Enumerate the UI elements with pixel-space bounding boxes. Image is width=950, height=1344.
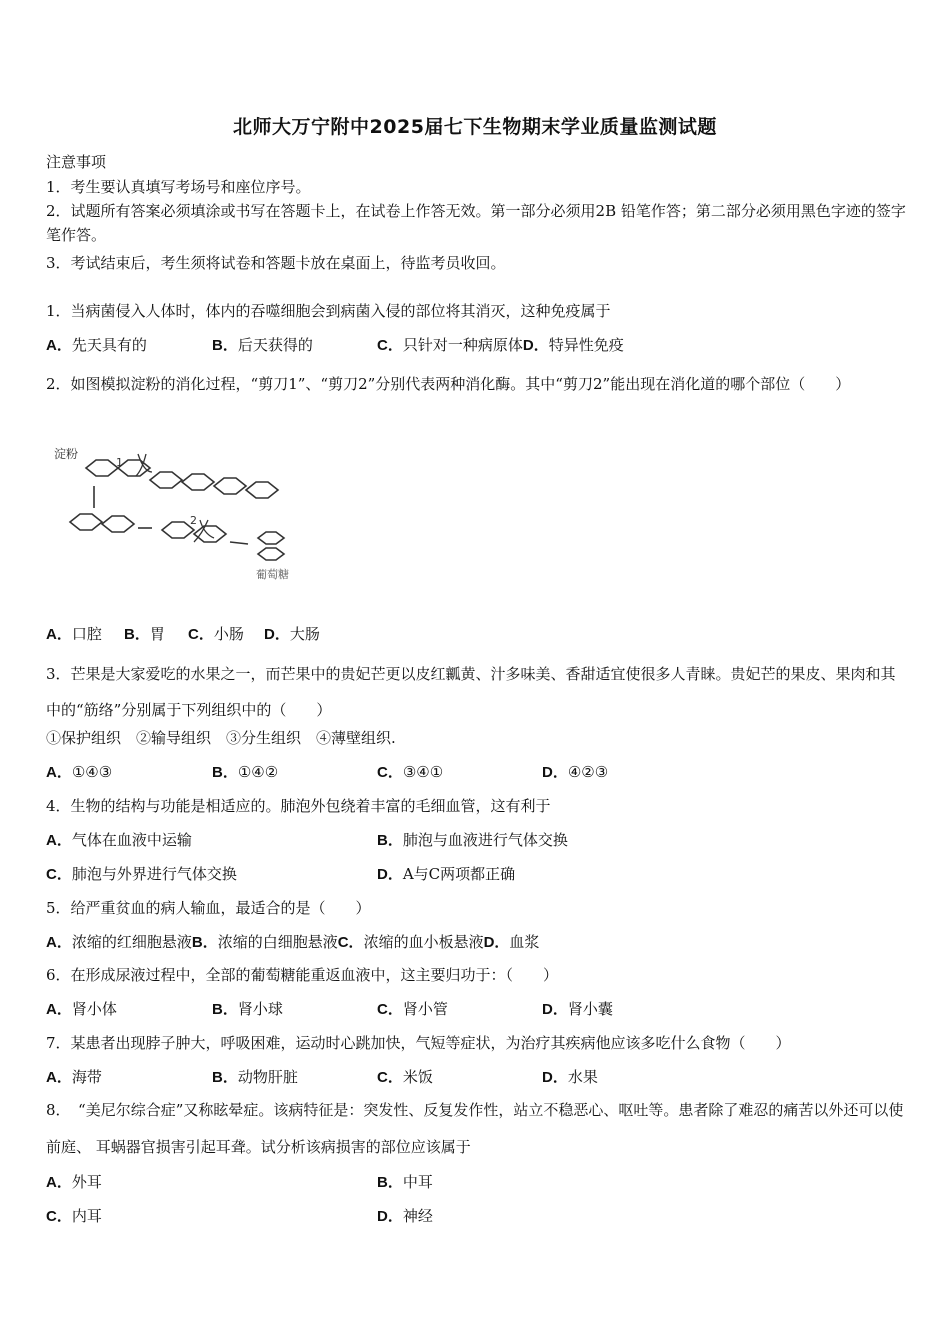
option: A．海带 bbox=[46, 1068, 102, 1086]
option: D．A与C两项都正确 bbox=[377, 865, 516, 883]
question-stem: 6．在形成尿液过程中，全部的葡萄糖能重返血液中，这主要归功于：（ ） bbox=[46, 966, 559, 984]
notes-heading: 注意事项 bbox=[46, 153, 107, 171]
option: B．肺泡与血液进行气体交换 bbox=[377, 831, 568, 849]
option: B．胃 bbox=[124, 625, 165, 643]
question-stem: 2．如图模拟淀粉的消化过程，“剪刀1”、“剪刀2”分别代表两种消化酶。其中“剪刀2”能出现在消化道的哪个部位（ ） bbox=[46, 375, 851, 393]
option: C．③④① bbox=[377, 763, 444, 781]
label-starch: 淀粉 bbox=[54, 447, 79, 461]
question-stem: 3．芒果是大家爱吃的水果之一，而芒果中的贵妃芒更以皮红瓤黄、汁多味美、香甜适宜使很多人青睐。贵妃芒的果皮、果肉和其中的“筋络”分别属于下列组织中的（ ） bbox=[46, 665, 896, 719]
option: D．肾小囊 bbox=[542, 1000, 613, 1018]
option: B．肾小球 bbox=[212, 1000, 283, 1018]
option: A．浓缩的红细胞悬液B．浓缩的白细胞悬液C．浓缩的血小板悬液D．血浆 bbox=[46, 933, 540, 951]
option: C．内耳 bbox=[46, 1207, 102, 1225]
option: C．小肠 bbox=[188, 625, 244, 643]
option: A．外耳 bbox=[46, 1173, 102, 1191]
option: A．先天具有的 bbox=[46, 336, 147, 354]
page-title: 北师大万宁附中2025届七下生物期末学业质量监测试题 bbox=[233, 116, 717, 138]
option: C．肾小管 bbox=[377, 1000, 448, 1018]
note-item: 3．考试结束后，考生须将试卷和答题卡放在桌面上，待监考员收回。 bbox=[46, 254, 506, 272]
note-item: 1．考生要认真填写考场号和座位序号。 bbox=[46, 178, 311, 196]
option: B．后天获得的 bbox=[212, 336, 313, 354]
option: B．中耳 bbox=[377, 1173, 433, 1191]
option: C．只针对一种病原体D．特异性免疫 bbox=[377, 336, 624, 354]
question-extra: ①保护组织 ②输导组织 ③分生组织 ④薄壁组织. bbox=[46, 729, 396, 747]
question-stem: 4．生物的结构与功能是相适应的。肺泡外包绕着丰富的毛细血管，这有利于 bbox=[46, 797, 551, 815]
option: D．水果 bbox=[542, 1068, 598, 1086]
option: B．①④② bbox=[212, 763, 279, 781]
option: A．①④③ bbox=[46, 763, 113, 781]
scissor-1-label: 1 bbox=[116, 456, 123, 469]
starch-digestion-figure bbox=[52, 438, 312, 588]
option: A．气体在血液中运输 bbox=[46, 831, 192, 849]
note-item: 2．试题所有答案必须填涂或书写在答题卡上，在试卷上作答无效。第一部分必须用2B 铅笔作答；第二部分必须用黑色字迹的签字笔作答。 bbox=[46, 202, 906, 244]
question-stem: 7．某患者出现脖子肿大，呼吸困难，运动时心跳加快，气短等症状，为治疗其疾病他应该多吃什么食物（ ） bbox=[46, 1034, 791, 1052]
option: D．神经 bbox=[377, 1207, 433, 1225]
option: C．米饭 bbox=[377, 1068, 433, 1086]
option: A．肾小体 bbox=[46, 1000, 117, 1018]
question-stem: 8． “美尼尔综合症”又称眩晕症。该病特征是：突发性、反复发作性，站立不稳恶心、呕吐等。患者除了难忍的痛苦以外还可以使前庭、 耳蜗器官损害引起耳聋。试分析该病损害的部位应该属于 bbox=[46, 1101, 904, 1156]
option: B．动物肝脏 bbox=[212, 1068, 298, 1086]
option: A．口腔 bbox=[46, 625, 102, 643]
option: D．④②③ bbox=[542, 763, 609, 781]
option: C．肺泡与外界进行气体交换 bbox=[46, 865, 237, 883]
question-stem: 5．给严重贫血的病人输血，最适合的是（ ） bbox=[46, 899, 371, 917]
label-glucose: 葡萄糖 bbox=[256, 568, 289, 581]
scissor-2-label: 2 bbox=[190, 514, 197, 527]
question-stem: 1．当病菌侵入人体时，体内的吞噬细胞会到病菌入侵的部位将其消灭，这种免疫属于 bbox=[46, 302, 611, 320]
option: D．大肠 bbox=[264, 625, 320, 643]
